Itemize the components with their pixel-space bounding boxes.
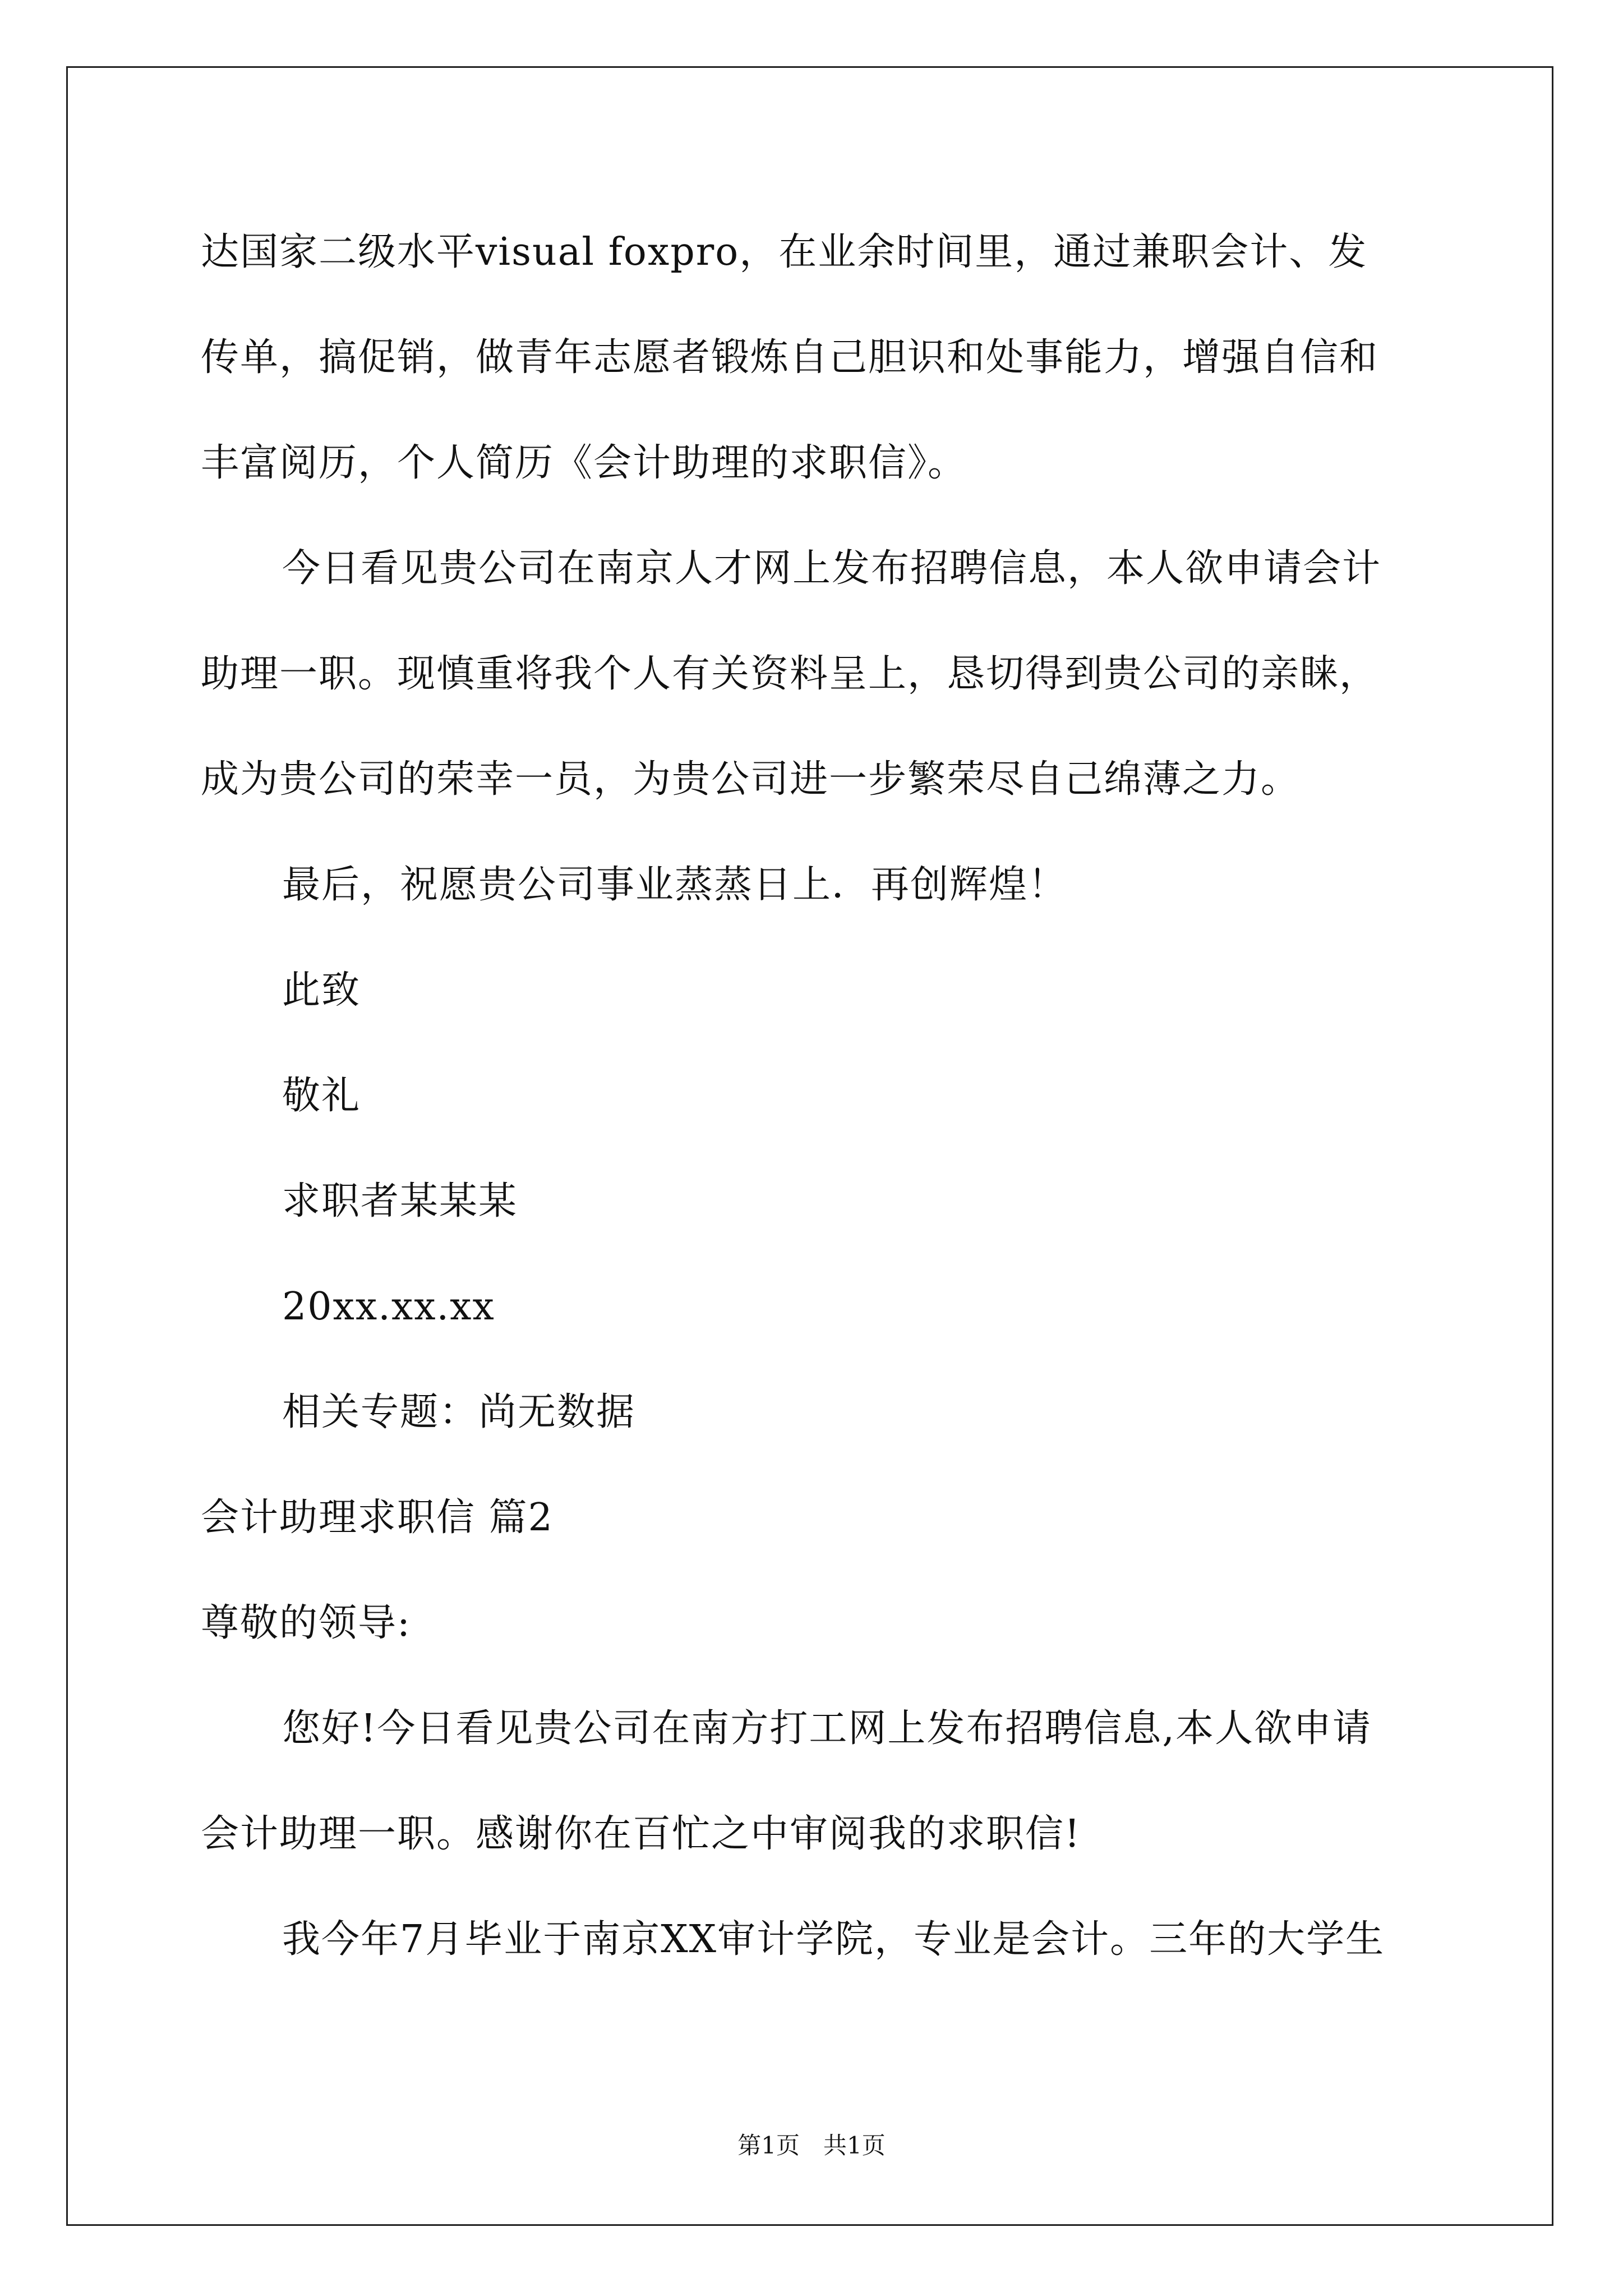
text-line-8: 此致 <box>282 968 361 1013</box>
text-line-3: 丰富阅历，个人简历《会计助理的求职信》。 <box>201 441 967 485</box>
text-line-9: 敬礼 <box>282 1074 361 1118</box>
text-line-2: 传单，搞促销，做青年志愿者锻炼自己胆识和处事能力，增强自信和 <box>201 335 1379 380</box>
text-line-11: 20xx.xx.xx <box>282 1285 495 1329</box>
page-footer: 第1页 共1页 <box>737 2132 886 2159</box>
text-line-6: 成为贵公司的荣幸一员，为贵公司进一步繁荣尽自己绵薄之力。 <box>201 757 1301 802</box>
text-line-17: 我今年7月毕业于南京XX审计学院，专业是会计。三年的大学生 <box>282 1917 1385 1962</box>
text-line-15: 您好!今日看见贵公司在南方打工网上发布招聘信息,本人欲申请 <box>282 1706 1372 1751</box>
section-heading: 会计助理求职信 篇2 <box>201 1496 554 1540</box>
text-line-12: 相关专题：尚无数据 <box>282 1390 636 1434</box>
text-line-7: 最后，祝愿贵公司事业蒸蒸日上．再创辉煌！ <box>282 863 1068 907</box>
text-line-5: 助理一职。现慎重将我个人有关资料呈上，恳切得到贵公司的亲睐， <box>201 652 1379 696</box>
text-line-1: 达国家二级水平visual foxpro，在业余时间里，通过兼职会计、发 <box>201 230 1368 274</box>
text-line-4: 今日看见贵公司在南京人才网上发布招聘信息，本人欲申请会计 <box>282 546 1382 591</box>
text-line-10: 求职者某某某 <box>282 1179 518 1223</box>
salutation: 尊敬的领导: <box>201 1601 411 1645</box>
text-line-16: 会计助理一职。感谢你在百忙之中审阅我的求职信! <box>201 1812 1081 1856</box>
